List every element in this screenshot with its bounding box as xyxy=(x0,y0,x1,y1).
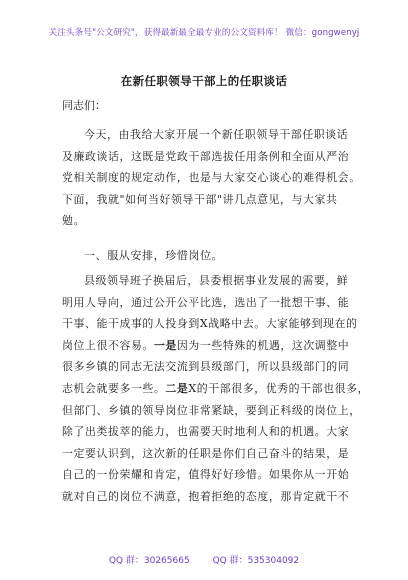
emphasis-first-point: 一是 xyxy=(153,338,177,352)
text-span: 志机会就要多一些。 xyxy=(62,381,166,395)
text-span: X的干部很多，优秀的干部也很多， xyxy=(188,381,370,395)
text-span: 因为一些特殊的机遇，这次调整中 xyxy=(176,338,350,352)
text-line: 但部门、乡镇的领导岗位非常紧缺，要到正科级的岗位上， xyxy=(62,403,361,417)
qq-group-2: QQ 群：535304092 xyxy=(212,556,300,566)
intro-paragraph xyxy=(62,124,361,232)
text-line: 一定要认识到，这次新的任职是你们自己奋斗的结果，是 xyxy=(62,446,350,460)
text-line: 除了出类拔萃的能力，也需要天时地利人和的机遇。大家 xyxy=(62,425,350,439)
section1-paragraph xyxy=(62,270,370,508)
text-line: 党相关制度的规定动作，也是与大家交心谈心的难得机会。 xyxy=(62,171,361,185)
text-line: 明用人导向，通过公开公平比选，选出了一批想干事、能 xyxy=(62,295,350,309)
text-line: 干事、能干成事的人投身到X战略中去。大家能够到现在的 xyxy=(62,317,358,331)
text-line: 今天，由我给大家开展一个新任职领导干部任职谈话 xyxy=(84,128,349,141)
text-line: 很多乡镇的同志无法交流到县级部门，所以县级部门的同 xyxy=(62,360,350,374)
text-line: 下面，我就"如何当好领导干部"讲几点意见，与大家共 xyxy=(62,192,338,206)
text-line: 就对自己的岗位不满意，抱着拒绝的态度，那肯定就干不 xyxy=(62,489,350,503)
text-line: 勉。 xyxy=(62,214,85,228)
header-banner: 关注头条号"公文研究"，获得最新最全最专业的公文资料库！ 微信：gongwenyj xyxy=(48,28,360,38)
text-line xyxy=(62,335,352,357)
section-heading: 一、服从安排，珍惜岗位。 xyxy=(84,249,224,262)
text-line: 县级领导班子换届后，县委根据事业发展的需要，鲜 xyxy=(84,274,349,287)
salutation: 同志们： xyxy=(62,99,106,112)
document-title: 在新任职领导干部上的任职谈话 xyxy=(120,74,288,88)
text-line xyxy=(62,378,370,400)
qq-group-1: QQ 群：30265665 xyxy=(108,556,190,566)
text-line: 及廉政谈话，这既是党政干部选拔任用条例和全面从严治 xyxy=(62,149,350,163)
text-span: 岗位上很不容易。 xyxy=(62,338,154,352)
text-line: 自己的一份荣耀和肯定，值得好好珍惜。如果你从一开始 xyxy=(62,468,350,482)
footer-contact xyxy=(0,553,408,566)
emphasis-second-point: 二是 xyxy=(165,381,189,395)
